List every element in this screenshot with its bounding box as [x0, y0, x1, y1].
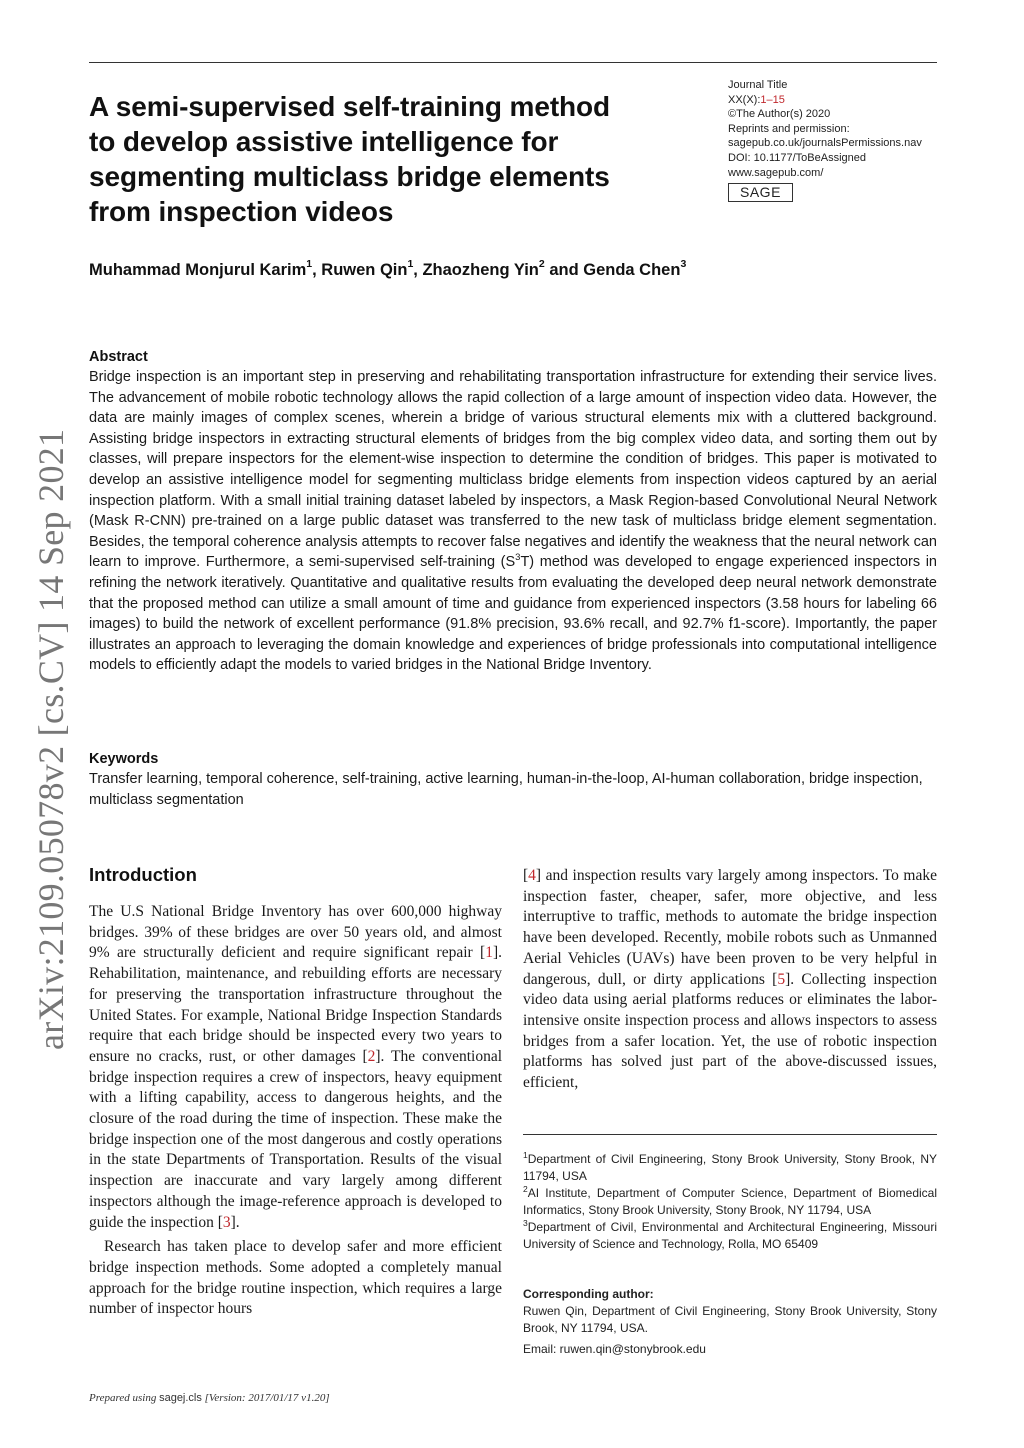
left-column: [89, 902, 502, 1320]
footer-prefix: Prepared using: [89, 1392, 160, 1404]
author-name: Zhaozheng Yin: [422, 261, 539, 279]
page-range-link[interactable]: 1–15: [760, 93, 785, 106]
keywords-text: Transfer learning, temporal coherence, self-training, active learning, human-in-the-loop, AI-human collaboration, bridge inspection, multiclass segmentation: [89, 771, 923, 808]
introduction-heading: Introduction: [89, 864, 197, 885]
affiliation-entry: [523, 1219, 937, 1253]
affiliation-entry: [523, 1151, 937, 1185]
author-name: Genda Chen: [583, 261, 681, 279]
journal-volume: [728, 93, 943, 108]
affiliations: [523, 1151, 937, 1253]
class-file-name: sagej.cls: [159, 1392, 202, 1404]
volume-prefix: XX(X):: [728, 93, 761, 106]
header-rule: [89, 62, 937, 63]
title-line: A semi-supervised self-training method: [89, 91, 611, 122]
affiliation-marker: 2: [538, 257, 545, 270]
abstract-heading: Abstract: [89, 349, 148, 365]
paper-title: [89, 89, 669, 229]
affiliation-text: Department of Civil Engineering, Stony Brook University, Stony Brook, NY 11794, USA: [523, 1152, 937, 1183]
text-run: [: [523, 867, 529, 884]
title-line: segmenting multiclass bridge elements: [89, 161, 610, 192]
abstract-text: [89, 367, 937, 676]
publisher-website: www.sagepub.com/: [728, 166, 824, 179]
title-line: from inspection videos: [89, 196, 394, 227]
superscript: 3: [515, 552, 521, 564]
affiliation-entry: [523, 1185, 937, 1219]
affiliation-marker: 1: [306, 257, 313, 270]
abstract-text-part: T) method was developed to engage experienced inspectors in refining the network iteratively. Quantitative and qualitative results from evaluating the developed deep neural network demonstrate that the proposed method can utilize a small amount of time and guidance from experienced inspectors (3.58 hours for labeling 66 images) to build the network of excellent performance (91.8% precision, 93.6% recall, and 92.7% f1-score). Importantly, the paper illustrates an approach to leveraging the domain knowledge and experiences of bridge professionals into computational intelligence models to efficiently adapt the models to varied bridges in the National Bridge Inventory.: [89, 554, 937, 674]
reprints-url: sagepub.co.uk/journalsPermissions.nav: [728, 137, 922, 150]
citation-link[interactable]: 2: [367, 1047, 376, 1065]
citation-link[interactable]: 5: [777, 970, 786, 988]
citation-link[interactable]: 4: [528, 867, 536, 884]
affiliation-number: 2: [523, 1184, 528, 1194]
affiliation-text: Department of Civil, Environmental and Architectural Engineering, Missouri University of Science and Technology, Rolla, MO 65409: [523, 1220, 937, 1251]
affiliation-number: 1: [523, 1150, 528, 1160]
abstract-text-part: Bridge inspection is an important step in preserving and rehabilitating transportation infrastructure for extending their service lives. The advancement of mobile robotic technology allows the rapid collection of a large amount of inspection video data. However, the data are mainly images of complex scenes, wherein a bridge of various structural elements mix with a cluttered background. Assisting bridge inspectors in extracting structural elements of bridges from the big complex video data, and sorting them out by classes, will prepare inspectors for the element-wise inspection to determine the condition of bridges. This paper is motivated to develop an assistive intelligence model for segmenting multiclass bridge elements from inspection videos captured by an aerial inspection platform. With a small initial training dataset labeled by inspectors, a Mask Region-based Convolutional Neural Network (Mask R-CNN) pre-trained on a large public dataset was transferred to the new task of multiclass bridge element segmentation. Besides, the temporal coherence analysis attempts to recover false negatives and identify the weakness that the neural network can learn to improve. Furthermore, a semi-supervised self-training (S: [89, 369, 937, 571]
citation-link[interactable]: 1: [485, 944, 493, 962]
corresponding-text: Ruwen Qin, Department of Civil Engineering, Stony Brook University, Stony Brook, NY 11794, USA.: [523, 1304, 937, 1335]
corresponding-author: [523, 1286, 937, 1358]
text-run: The U.S National Bridge Inventory has over 600,000 highway bridges. 39% of these bridges are over 50 years old, and almost 9% are structurally deficient and require significant repair [: [89, 903, 502, 962]
affiliation-number: 3: [523, 1218, 528, 1228]
arxiv-stamp: arXiv:2109.05078v2 [cs.CV] 14 Sep 2021: [31, 428, 71, 1050]
affiliation-marker: 1: [407, 257, 414, 270]
corresponding-email[interactable]: Email: ruwen.qin@stonybrook.edu: [523, 1342, 706, 1356]
text-run: ] and inspection results vary largely among inspectors. To make inspection faster, cheaper, safer, more objective, and less interruptive to traffic, methods to automate the bridge inspection have been developed. Recently, mobile robots such as Unmanned Aerial Vehicles (UAVs) have been proven to be very helpful in dangerous, dull, or dirty applications [: [523, 867, 937, 988]
title-line: to develop assistive intelligence for: [89, 126, 559, 157]
affiliation-marker: 3: [680, 257, 687, 270]
text-run: ].: [230, 1213, 240, 1231]
author-separator: and: [544, 261, 584, 279]
citation-link[interactable]: 3: [222, 1213, 231, 1231]
copyright: ©The Author(s) 2020: [728, 108, 831, 121]
author-name: Ruwen Qin: [321, 261, 408, 279]
keywords-section: [89, 751, 937, 810]
author-name: Muhammad Monjurul Karim: [89, 261, 307, 279]
doi: DOI: 10.1177/ToBeAssigned: [728, 151, 866, 164]
journal-info: [728, 78, 943, 202]
author-separator: ,: [312, 261, 322, 279]
intro-paragraph-continued: [523, 866, 937, 1094]
journal-title: Journal Title: [728, 79, 788, 91]
footnote-rule: [523, 1134, 937, 1135]
intro-paragraph: Research has taken place to develop safer and more efficient bridge inspection methods. Some adopted a completely manual approach for the bridge routine inspection, which requires a large number of inspector hours: [89, 1238, 502, 1318]
reprints-label: Reprints and permission:: [728, 122, 850, 135]
text-run: ]. Rehabilitation, maintenance, and rebuilding efforts are necessary for preserving the transportation infrastructure throughout the United States. For example, National Bridge Inspection Standards require that each bridge should be inspected every two years to ensure no cracks, rust, or other damages [: [89, 944, 502, 1065]
sage-logo: SAGE: [728, 183, 793, 202]
author-separator: ,: [413, 261, 423, 279]
text-run: ]. The conventional bridge inspection requires a crew of inspectors, heavy equipment with a lifting capability, access to dangerous heights, and the closure of the road during the time of inspection. These make the bridge inspection one of the most dangerous and costly operations in the state Departments of Transportation. Results of the visual inspection are inaccurate and vary largely among different inspectors although the image-reference approach is developed to guide the inspection [: [89, 1047, 503, 1231]
intro-paragraph: [89, 902, 502, 1233]
corresponding-label: Corresponding author:: [523, 1287, 654, 1301]
author-list: [89, 259, 686, 281]
footer-version: [Version: 2017/01/17 v1.20]: [201, 1392, 330, 1404]
keywords-heading: Keywords: [89, 751, 159, 767]
text-run: ]. Collecting inspection video data using aerial platforms reduces or eliminates the labor-intensive onsite inspection process and allows inspectors to assess bridges from a safer location. Yet, the use of robotic inspection platforms has solved just part of the above-discussed issues, efficient,: [523, 970, 938, 1092]
prepared-using-footer: [89, 1392, 330, 1404]
abstract-section: [89, 349, 937, 676]
affiliation-text: AI Institute, Department of Computer Science, Department of Biomedical Informatics, Stony Brook University, Stony Brook, NY 11794, USA: [523, 1186, 937, 1217]
right-column: [523, 866, 937, 1094]
